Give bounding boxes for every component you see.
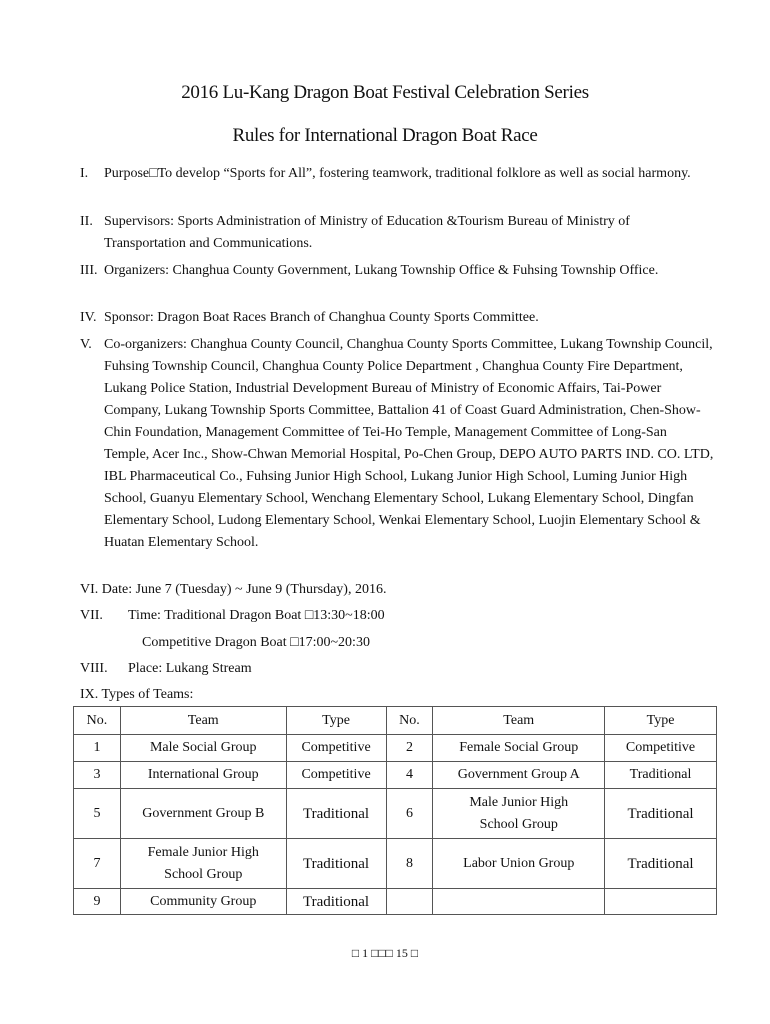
table-cell: Traditional xyxy=(286,889,386,915)
table-cell: 1 xyxy=(74,735,121,762)
section-text: Purpose□To develop “Sports for All”, fostering teamwork, traditional folklore as well as social harmony. xyxy=(104,166,691,181)
section-date: VI. Date: June 7 (Tuesday) ~ June 9 (Thursday), 2016. xyxy=(80,582,387,597)
table-cell: 8 xyxy=(386,839,433,889)
table-cell xyxy=(433,889,605,915)
section-number: IV. xyxy=(80,310,97,325)
table-cell: 4 xyxy=(386,762,433,789)
table-row xyxy=(74,889,717,915)
table-cell: Traditional xyxy=(605,789,717,839)
table-cell: Competitive xyxy=(605,735,717,762)
table-cell: Male Junior High School Group xyxy=(433,789,605,839)
table-header-cell: Type xyxy=(286,707,386,735)
team-types-table xyxy=(73,706,717,915)
table-row xyxy=(74,839,717,889)
table-header-cell: No. xyxy=(74,707,121,735)
page-number-footer: □ 1 □□□ 15 □ xyxy=(351,946,419,960)
table-row xyxy=(74,789,717,839)
document-title: 2016 Lu-Kang Dragon Boat Festival Celebration Series xyxy=(181,82,589,103)
table-cell: Traditional xyxy=(605,839,717,889)
section-text: Supervisors: Sports Administration of Ministry of Education &Tourism Bureau of Ministry of Transportation and Communications. xyxy=(104,214,630,251)
table-header-cell: Team xyxy=(120,707,286,735)
section-supervisors xyxy=(80,211,715,255)
table-cell: Competitive xyxy=(286,762,386,789)
section-number: III. xyxy=(80,263,98,278)
table-cell xyxy=(386,889,433,915)
table-cell: Community Group xyxy=(120,889,286,915)
table-cell: Government Group B xyxy=(120,789,286,839)
document-subtitle: Rules for International Dragon Boat Race xyxy=(232,125,538,146)
section-text: Sponsor: Dragon Boat Races Branch of Changhua County Sports Committee. xyxy=(104,310,539,325)
section-sponsor xyxy=(80,307,715,329)
section-purpose xyxy=(80,163,715,185)
section-types-heading: IX. Types of Teams: xyxy=(80,687,194,702)
table-cell: Male Social Group xyxy=(120,735,286,762)
section-organizers xyxy=(80,260,715,282)
table-cell: Competitive xyxy=(286,735,386,762)
table-cell: 7 xyxy=(74,839,121,889)
table-cell: Female Social Group xyxy=(433,735,605,762)
table-cell: 5 xyxy=(74,789,121,839)
table-cell: 9 xyxy=(74,889,121,915)
section-text: Organizers: Changhua County Government, Lukang Township Office & Fuhsing Township Office. xyxy=(104,263,659,278)
table-cell: Government Group A xyxy=(433,762,605,789)
table-cell: 3 xyxy=(74,762,121,789)
section-number: V. xyxy=(80,337,92,352)
table-cell: International Group xyxy=(120,762,286,789)
table-row xyxy=(74,762,717,789)
table-cell: Labor Union Group xyxy=(433,839,605,889)
table-cell: 6 xyxy=(386,789,433,839)
section-time-competitive: Competitive Dragon Boat □17:00~20:30 xyxy=(142,635,370,650)
table-row xyxy=(74,735,717,762)
table-cell: Female Junior High School Group xyxy=(120,839,286,889)
section-place-text: Place: Lukang Stream xyxy=(128,661,252,676)
table-cell: Traditional xyxy=(286,789,386,839)
section-co-organizers xyxy=(80,334,715,554)
table-header-cell: Team xyxy=(433,707,605,735)
section-number: I. xyxy=(80,166,89,181)
section-time-number: VII. xyxy=(80,608,103,623)
section-number: II. xyxy=(80,214,93,229)
section-text: Co-organizers: Changhua County Council, Changhua County Sports Committee, Lukang Township Council, Fuhsing Township Council, Changhua County Police Department , Changhua County Fire Department, Lukang Police Station, Industrial Development Bureau of Ministry of Economic Affairs, Tai-Power Company, Lukang Township Sports Committee, Battalion 41 of Coast Guard Administration, Chen-Show-Chin Foundation, Management Committee of Tei-Ho Temple, Management Committee of Long-San Temple, Acer Inc., Show-Chwan Memorial Hospital, Po-Chen Group, DEPO AUTO PARTS IND. CO. LTD, IBL Pharmaceutical Co., Fuhsing Junior High School, Lukang Junior High School, Luming Junior High School, Guanyu Elementary School, Wenchang Elementary School, Lukang Elementary School, Dingfan Elementary School, Ludong Elementary School, Wenkai Elementary School, Luojin Elementary School & Huatan Elementary School. xyxy=(104,337,714,550)
table-cell: Traditional xyxy=(605,762,717,789)
table-header-cell: Type xyxy=(605,707,717,735)
table-header-row xyxy=(74,707,717,735)
table-header-cell: No. xyxy=(386,707,433,735)
table-cell: 2 xyxy=(386,735,433,762)
table-cell xyxy=(605,889,717,915)
section-time-traditional: Time: Traditional Dragon Boat □13:30~18:00 xyxy=(128,608,385,623)
table-cell: Traditional xyxy=(286,839,386,889)
section-place-number: VIII. xyxy=(80,661,108,676)
